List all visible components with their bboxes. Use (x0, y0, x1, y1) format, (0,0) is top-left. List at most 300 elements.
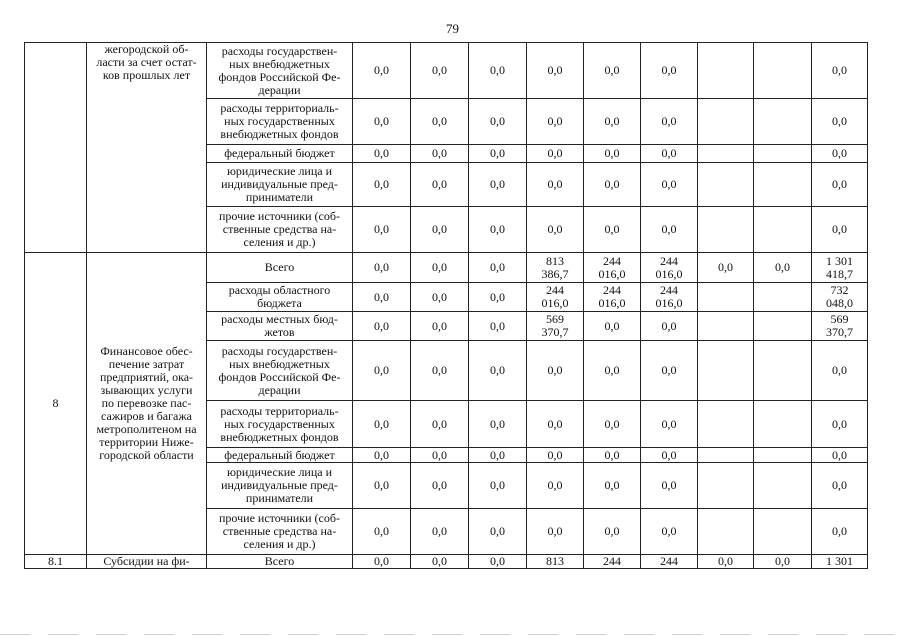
funding-source (207, 555, 353, 569)
text-line: Всего (264, 260, 295, 274)
value-cell (353, 253, 411, 283)
value-cell (527, 312, 584, 341)
text-line: 370,7 (541, 325, 569, 339)
text-line: 0,0 (374, 63, 389, 77)
value-cell (353, 283, 411, 312)
value-cell (353, 509, 411, 555)
text-line: 048,0 (826, 296, 853, 310)
text-line: 0,0 (432, 63, 447, 77)
text-line: 0,0 (490, 177, 505, 191)
text-line: 0,0 (661, 478, 677, 492)
text-line: 0,0 (547, 524, 563, 538)
text-line: 0,0 (718, 554, 733, 568)
value-cell (527, 253, 584, 283)
value-cell (812, 555, 868, 569)
text-line: 732 (830, 283, 849, 297)
value-cell (754, 145, 812, 163)
text-line: приниматели (245, 491, 314, 505)
text-line: Финансовое обес- (100, 344, 193, 358)
funding-source (207, 448, 353, 463)
value-cell (812, 43, 868, 99)
value-cell (754, 207, 812, 253)
item-name (87, 555, 207, 569)
value-cell (641, 145, 698, 163)
value-cell (353, 312, 411, 341)
value-cell (584, 463, 641, 509)
value-cell (584, 341, 641, 401)
text-line: 0,0 (832, 114, 847, 128)
text-line: 0,0 (775, 260, 790, 274)
value-cell (527, 401, 584, 448)
text-line: ков прошлых лет (102, 68, 191, 82)
value-cell (584, 207, 641, 253)
value-cell (411, 555, 469, 569)
text-line: 0,0 (490, 146, 505, 160)
text-line: 0,0 (547, 63, 563, 77)
text-line: 0,0 (490, 114, 505, 128)
text-line: 016,0 (598, 296, 626, 310)
text-line: юридические лица и (226, 164, 333, 178)
value-cell (469, 448, 527, 463)
text-line: 0,0 (374, 177, 389, 191)
funding-source (207, 43, 353, 99)
value-cell (698, 43, 754, 99)
value-cell (469, 312, 527, 341)
text-line: 0,0 (432, 260, 447, 274)
text-line: 0,0 (604, 114, 620, 128)
table-row (25, 253, 868, 283)
text-line: юридические лица и (226, 465, 333, 479)
value-cell (411, 99, 469, 145)
text-line: зывающих услуги (100, 383, 193, 397)
value-cell (754, 312, 812, 341)
value-cell (584, 253, 641, 283)
text-line: индивидуальные пред- (221, 177, 338, 191)
value-cell (812, 207, 868, 253)
value-cell (584, 312, 641, 341)
text-line: жетов (264, 325, 295, 339)
text-line: 1 301 (826, 253, 853, 268)
text-line: 0,0 (374, 478, 389, 492)
value-cell (698, 509, 754, 555)
text-line: 569 (546, 312, 564, 326)
value-cell (411, 509, 469, 555)
text-line: сажиров и багажа (101, 409, 192, 423)
text-line: 0,0 (547, 114, 563, 128)
text-line: предприятий, ока- (99, 370, 194, 384)
value-cell (754, 463, 812, 509)
value-cell (641, 555, 698, 569)
text-line: 0,0 (661, 222, 677, 236)
value-cell (584, 145, 641, 163)
item-number (25, 43, 87, 253)
text-line: 0,0 (374, 260, 389, 274)
text-line: 0,0 (832, 63, 847, 77)
value-cell (353, 463, 411, 509)
value-cell (812, 312, 868, 341)
text-line: 016,0 (655, 266, 683, 281)
text-line: 0,0 (832, 478, 847, 492)
value-cell (353, 163, 411, 207)
value-cell (754, 341, 812, 401)
value-cell (411, 463, 469, 509)
value-cell (698, 283, 754, 312)
text-line: 0,0 (432, 289, 447, 304)
value-cell (527, 509, 584, 555)
text-line: дерации (258, 82, 301, 97)
text-line: печение затрат (108, 357, 185, 371)
text-line: 0,0 (604, 447, 620, 462)
text-line: 0,0 (374, 416, 389, 431)
text-line: 244 (603, 253, 621, 268)
value-cell (641, 312, 698, 341)
value-cell (641, 463, 698, 509)
text-line: 244 (603, 554, 621, 568)
text-line: ственные средства на- (222, 524, 337, 538)
funding-source (207, 99, 353, 145)
text-line: 0,0 (604, 318, 620, 333)
text-line: 569 (830, 312, 849, 326)
value-cell (527, 463, 584, 509)
value-cell (353, 99, 411, 145)
value-cell (469, 341, 527, 401)
text-line: 0,0 (718, 260, 733, 274)
value-cell (527, 163, 584, 207)
text-line: 0,0 (604, 63, 620, 77)
text-line: расходы территориаль- (220, 101, 339, 115)
text-line: прочие источники (соб- (219, 511, 340, 525)
text-line: 0,0 (604, 177, 620, 191)
text-line: 0,0 (832, 524, 847, 538)
value-cell (469, 283, 527, 312)
text-line: 0,0 (432, 363, 447, 377)
text-line: 0,0 (661, 177, 677, 191)
text-line: 244 (660, 253, 678, 268)
value-cell (353, 401, 411, 448)
text-line: 0,0 (547, 177, 563, 191)
text-line: 0,0 (490, 524, 505, 538)
text-line: 0,0 (374, 146, 389, 160)
text-line: 0,0 (547, 416, 563, 431)
text-line: 244 (546, 283, 564, 297)
text-line: 0,0 (547, 363, 563, 377)
value-cell (469, 463, 527, 509)
value-cell (411, 43, 469, 99)
value-cell (411, 207, 469, 253)
page-number: 79 (446, 21, 459, 36)
text-line: 0,0 (432, 177, 447, 191)
text-line: 0,0 (432, 318, 447, 333)
text-line: 0,0 (832, 447, 847, 462)
table-row (25, 43, 868, 99)
value-cell (641, 509, 698, 555)
funding-source (207, 312, 353, 341)
text-line: 370,7 (826, 325, 853, 339)
text-line: индивидуальные пред- (221, 478, 338, 492)
value-cell (411, 163, 469, 207)
value-cell (584, 509, 641, 555)
value-cell (641, 401, 698, 448)
text-line: 0,0 (490, 63, 505, 77)
text-line: 0,0 (604, 416, 620, 431)
text-line: 0,0 (604, 222, 620, 236)
text-line: 0,0 (432, 447, 447, 462)
value-cell (584, 283, 641, 312)
text-line: фондов Российской Фе- (218, 369, 341, 384)
value-cell (527, 283, 584, 312)
text-line: 0,0 (547, 222, 563, 236)
text-line: приниматели (245, 190, 314, 204)
funding-source (207, 207, 353, 253)
value-cell (812, 341, 868, 401)
text-line: 0,0 (490, 318, 505, 333)
text-line: 0,0 (547, 478, 563, 492)
text-line: 0,0 (432, 146, 447, 160)
funding-source (207, 163, 353, 207)
value-cell (641, 341, 698, 401)
text-line: Субсидии на фи- (103, 554, 190, 568)
text-line: 0,0 (432, 524, 447, 538)
text-line: 0,0 (832, 222, 847, 236)
text-line: 0,0 (661, 318, 677, 333)
value-cell (698, 207, 754, 253)
value-cell (469, 99, 527, 145)
text-line: 0,0 (432, 416, 447, 431)
funding-source (207, 341, 353, 401)
value-cell (812, 463, 868, 509)
value-cell (411, 253, 469, 283)
text-line: 0,0 (661, 447, 677, 462)
text-line: 0,0 (432, 222, 447, 236)
value-cell (698, 163, 754, 207)
text-line: 0,0 (374, 554, 389, 568)
text-line: 0,0 (604, 146, 620, 160)
item-number: 8 (25, 253, 87, 555)
value-cell (754, 283, 812, 312)
text-line: 813 (546, 253, 564, 268)
table-row (25, 555, 868, 569)
value-cell (754, 401, 812, 448)
value-cell (641, 43, 698, 99)
text-line: 0,0 (490, 416, 505, 431)
text-line: 244 (603, 283, 621, 297)
funding-source (207, 509, 353, 555)
text-line: 0,0 (547, 447, 563, 462)
value-cell (698, 401, 754, 448)
text-line: расходы местных бюд- (221, 312, 338, 326)
value-cell (754, 253, 812, 283)
value-cell (812, 163, 868, 207)
text-line: ных государственных (224, 114, 335, 128)
value-cell (527, 99, 584, 145)
value-cell (411, 448, 469, 463)
text-line: 0,0 (374, 318, 389, 333)
value-cell (641, 163, 698, 207)
text-line: 0,0 (490, 289, 505, 304)
value-cell (812, 283, 868, 312)
value-cell (584, 99, 641, 145)
text-line: ласти за счет остат- (96, 55, 197, 69)
text-line: 0,0 (661, 63, 677, 77)
text-line: 418,7 (826, 266, 853, 281)
value-cell (584, 401, 641, 448)
budget-table (24, 42, 868, 569)
text-line: 0,0 (661, 363, 677, 377)
text-line: 0,0 (547, 146, 563, 160)
text-line: 244 (660, 283, 678, 297)
value-cell (754, 99, 812, 145)
value-cell (411, 401, 469, 448)
value-cell (754, 555, 812, 569)
value-cell (469, 163, 527, 207)
value-cell (353, 43, 411, 99)
text-line: внебюджетных фондов (220, 429, 339, 444)
value-cell (698, 145, 754, 163)
text-line: 0,0 (432, 478, 447, 492)
value-cell (411, 312, 469, 341)
text-line: 0,0 (832, 416, 847, 431)
value-cell (698, 253, 754, 283)
text-line: 016,0 (541, 296, 569, 310)
text-line: расходы государствен- (221, 343, 338, 358)
text-line: территории Ниже- (99, 435, 194, 449)
text-line: 0,0 (661, 524, 677, 538)
text-line: 1 301 (826, 554, 853, 568)
funding-source (207, 463, 353, 509)
text-line: селения и др.) (243, 537, 316, 551)
item-name (87, 253, 207, 555)
text-line: 016,0 (655, 296, 683, 310)
value-cell (527, 341, 584, 401)
value-cell (698, 99, 754, 145)
value-cell (353, 448, 411, 463)
value-cell (812, 145, 868, 163)
text-line: ных внебюджетных (229, 56, 330, 71)
text-line: ных государственных (224, 416, 335, 431)
value-cell (698, 312, 754, 341)
text-line: селения и др.) (243, 235, 316, 249)
value-cell (584, 163, 641, 207)
text-line: 0,0 (374, 114, 389, 128)
text-line: 386,7 (541, 266, 569, 281)
text-line: ственные средства на- (222, 222, 337, 236)
value-cell (527, 555, 584, 569)
scan-edge (0, 634, 905, 635)
text-line: расходы территориаль- (220, 403, 339, 418)
value-cell (698, 341, 754, 401)
value-cell (812, 401, 868, 448)
text-line: 0,0 (490, 260, 505, 274)
text-line: федеральный бюджет (224, 146, 335, 160)
value-cell (698, 448, 754, 463)
funding-source (207, 145, 353, 163)
value-cell (754, 448, 812, 463)
text-line: бюджета (257, 296, 302, 310)
value-cell (469, 253, 527, 283)
value-cell (353, 207, 411, 253)
value-cell (641, 448, 698, 463)
text-line: федеральный бюджет (224, 447, 335, 462)
value-cell (469, 509, 527, 555)
text-line: 0,0 (432, 114, 447, 128)
value-cell (584, 448, 641, 463)
funding-source (207, 401, 353, 448)
text-line: 0,0 (832, 146, 847, 160)
text-line: городской области (99, 448, 194, 462)
text-line: 0,0 (604, 363, 620, 377)
value-cell (527, 448, 584, 463)
text-line: по перевозке пас- (101, 396, 192, 410)
item-name (87, 43, 207, 253)
value-cell (353, 145, 411, 163)
text-line: фондов Российской Фе- (218, 69, 341, 84)
value-cell (812, 509, 868, 555)
value-cell (411, 341, 469, 401)
text-line: 0,0 (432, 554, 447, 568)
text-line: прочие источники (соб- (219, 209, 340, 223)
text-line: 0,0 (775, 554, 790, 568)
value-cell (641, 283, 698, 312)
value-cell (527, 145, 584, 163)
value-cell (411, 283, 469, 312)
text-line: 0,0 (832, 363, 847, 377)
text-line: 0,0 (490, 447, 505, 462)
text-line: Всего (264, 554, 295, 568)
value-cell (469, 145, 527, 163)
text-line: 0,0 (490, 554, 505, 568)
value-cell (641, 253, 698, 283)
funding-source (207, 283, 353, 312)
text-line: 0,0 (661, 114, 677, 128)
text-line: расходы государствен- (221, 43, 338, 58)
text-line: расходы областного (228, 283, 331, 297)
text-line: 0,0 (832, 177, 847, 191)
text-line: 244 (660, 554, 678, 568)
value-cell (754, 509, 812, 555)
item-number: 8.1 (25, 555, 87, 569)
value-cell (469, 207, 527, 253)
value-cell (411, 145, 469, 163)
text-line: 0,0 (604, 478, 620, 492)
text-line: дерации (258, 382, 301, 397)
value-cell (754, 43, 812, 99)
value-cell (754, 163, 812, 207)
value-cell (812, 448, 868, 463)
text-line: 0,0 (490, 478, 505, 492)
value-cell (469, 555, 527, 569)
text-line: 016,0 (598, 266, 626, 281)
value-cell (584, 555, 641, 569)
text-line: внебюджетных фондов (220, 127, 339, 141)
text-line: 0,0 (374, 289, 389, 304)
value-cell (698, 463, 754, 509)
funding-source (207, 253, 353, 283)
value-cell (698, 555, 754, 569)
text-line: 0,0 (490, 363, 505, 377)
text-line: 0,0 (374, 447, 389, 462)
text-line: ных внебюджетных (229, 356, 330, 371)
value-cell (641, 207, 698, 253)
value-cell (584, 43, 641, 99)
text-line: 0,0 (604, 524, 620, 538)
value-cell (353, 341, 411, 401)
value-cell (527, 43, 584, 99)
text-line: метрополитеном на (96, 422, 197, 436)
text-line: 0,0 (661, 146, 677, 160)
text-line: 0,0 (661, 416, 677, 431)
text-line: 0,0 (490, 222, 505, 236)
value-cell (469, 43, 527, 99)
